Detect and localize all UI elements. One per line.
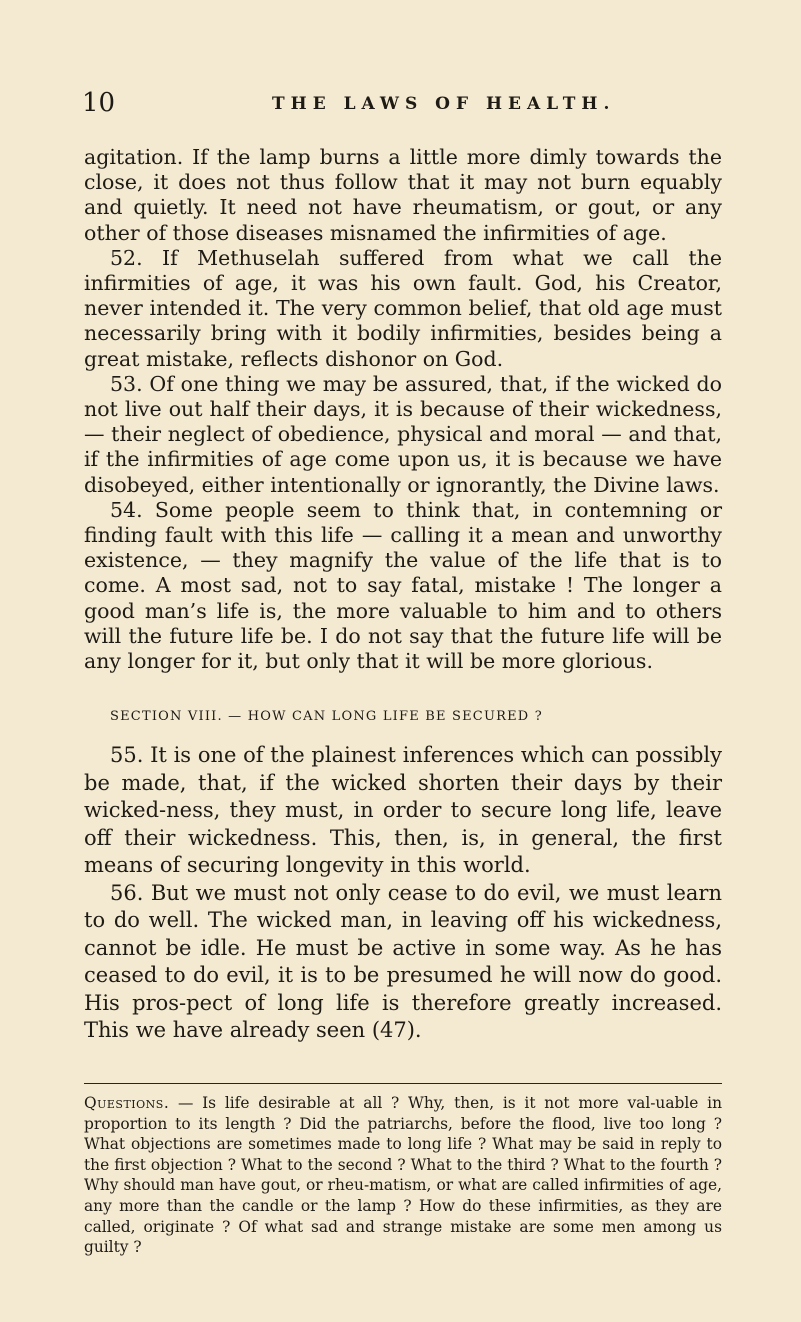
paragraph: agitation. If the lamp burns a little more dimly towards the close, it does not thus follow that it may not burn equably and quietly. It need not have rheumatism, or gout, or any other of those diseases misnamed the infirmities of age. [84, 145, 722, 245]
body-text-top [84, 145, 722, 674]
footnote-divider [84, 1083, 722, 1084]
paragraph: 52. If Methuselah suffered from what we call the infirmities of age, it was his own fault. God, his Creator, never intended it. The very common belief, that old age must necessarily bring with it bodily infirmities, besides being a great mistake, reflects dishonor on God. [84, 245, 722, 371]
paragraph: 54. Some people seem to think that, in contemning or finding fault with this life — calling it a mean and unworthy existence, — they magnify the value of the life that is to come. A most sad, not to say fatal, mistake ! The longer a good man’s life is, the more valuable to him and to others will the future life be. I do not say that the future life will be any longer for it, but only that it will be more glorious. [84, 497, 722, 674]
paragraph: 56. But we must not only cease to do evil, we must learn to do well. The wicked man, in leaving off his wickedness, cannot be idle. He must be active in some way. As he has ceased to do evil, it is to be presumed he will now do good. His pros-pect of long life is therefore greatly increased. This we have already seen (47). [84, 880, 722, 1042]
questions-label: Questions. [84, 1094, 170, 1112]
questions-text: — Is life desirable at all ? Why, then, is it not more val-uable in proportion to its length ? Did the patriarchs, before the flood, live too long ? What objections are sometimes made to long life ? What may be said in reply to the first objection ? What to the second ? What to the third ? What to the fourth ? Why should man have gout, or rheu-matism, or what are called infirmities of age, any more than the candle or the lamp ? How do these infirmities, as they are called, originate ? Of what sad and strange mistake are some men among us guilty ? [84, 1094, 722, 1257]
running-head [82, 88, 722, 118]
questions-block [84, 1093, 722, 1258]
paragraph: 55. It is one of the plainest inferences which can possibly be made, that, if the wicked shorten their days by their wicked-ness, they must, in order to secure long life, leave off their wickedness. This, then, is, in general, the first means of securing longevity in this world. [84, 743, 722, 877]
questions-paragraph [84, 1093, 722, 1258]
page-number: 10 [82, 88, 116, 118]
section-heading: SECTION VIII. — HOW CAN LONG LIFE BE SECURED ? [110, 709, 543, 724]
paragraph: 53. Of one thing we may be assured, that, if the wicked do not live out half their days, it is because of their wickedness, — their neglect of obedience, physical and moral — and that, if the infirmities of age come upon us, it is because we have disobeyed, either intentionally or ignorantly, the Divine laws. [84, 371, 722, 497]
running-title: THE LAWS OF HEALTH. [272, 94, 616, 114]
body-text-bottom [84, 742, 722, 1045]
